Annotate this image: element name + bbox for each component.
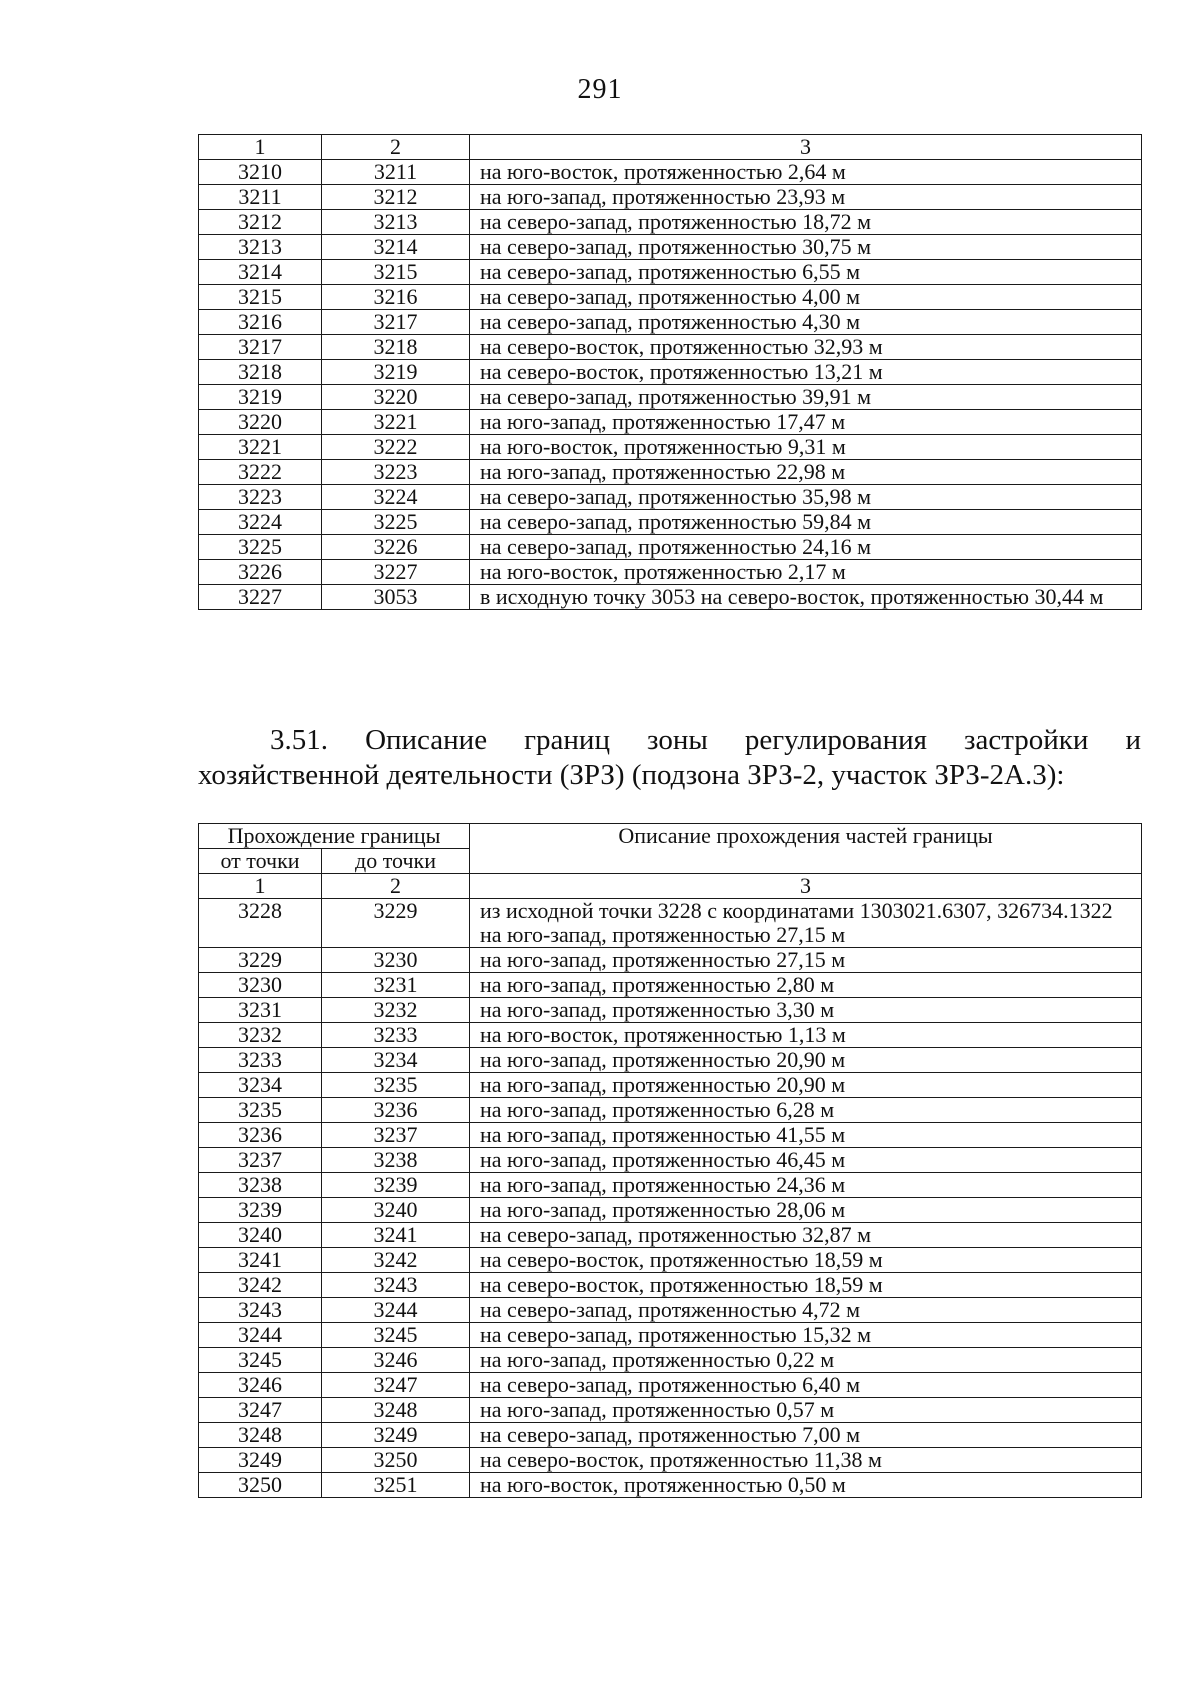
- table-row: [199, 948, 1142, 973]
- from-point-cell: 3215: [199, 285, 322, 310]
- table-row: [199, 1398, 1142, 1423]
- description-cell: на северо-запад, протяженностью 32,87 м: [470, 1223, 1142, 1248]
- table-row: [199, 1098, 1142, 1123]
- to-point-cell: 3224: [322, 485, 470, 510]
- from-point-cell: 3244: [199, 1323, 322, 1348]
- from-point-cell: 3222: [199, 460, 322, 485]
- description-cell: из исходной точки 3228 с координатами 1303021.6307, 326734.1322 на юго-запад, протяженностью 27,15 м: [470, 899, 1142, 948]
- from-point-cell: 3230: [199, 973, 322, 998]
- to-point-cell: 3053: [322, 585, 470, 610]
- table-row: [199, 1423, 1142, 1448]
- to-point-cell: 3230: [322, 948, 470, 973]
- table-row: [199, 1123, 1142, 1148]
- to-point-cell: 3242: [322, 1248, 470, 1273]
- to-point-cell: 3222: [322, 435, 470, 460]
- description-cell: на юго-восток, протяженностью 2,17 м: [470, 560, 1142, 585]
- table-row: [199, 998, 1142, 1023]
- table-row: [199, 1073, 1142, 1098]
- to-point-cell: 3226: [322, 535, 470, 560]
- description-cell: на юго-запад, протяженностью 3,30 м: [470, 998, 1142, 1023]
- from-point-cell: 3233: [199, 1048, 322, 1073]
- table-row: [199, 410, 1142, 435]
- table-row: [199, 1223, 1142, 1248]
- description-cell: на юго-запад, протяженностью 46,45 м: [470, 1148, 1142, 1173]
- from-point-cell: 3212: [199, 210, 322, 235]
- to-point-cell: 3220: [322, 385, 470, 410]
- description-cell: на северо-запад, протяженностью 4,00 м: [470, 285, 1142, 310]
- description-cell: на юго-запад, протяженностью 0,22 м: [470, 1348, 1142, 1373]
- table-row: [199, 210, 1142, 235]
- to-point-cell: 3229: [322, 899, 470, 948]
- to-point-cell: 3251: [322, 1473, 470, 1498]
- table-row: [199, 973, 1142, 998]
- from-point-cell: 3241: [199, 1248, 322, 1273]
- description-cell: на юго-запад, протяженностью 41,55 м: [470, 1123, 1142, 1148]
- table-row: [199, 1248, 1142, 1273]
- boundary-table: [198, 823, 1142, 1498]
- description-cell: на юго-запад, протяженностью 20,90 м: [470, 1073, 1142, 1098]
- description-cell: на северо-запад, протяженностью 15,32 м: [470, 1323, 1142, 1348]
- description-cell: на северо-восток, протяженностью 18,59 м: [470, 1273, 1142, 1298]
- table-row: [199, 460, 1142, 485]
- table-row: [199, 1173, 1142, 1198]
- column-number-2: 2: [322, 874, 470, 899]
- from-point-cell: 3210: [199, 160, 322, 185]
- to-point-cell: 3219: [322, 360, 470, 385]
- table-row: [199, 535, 1142, 560]
- description-cell: на юго-восток, протяженностью 2,64 м: [470, 160, 1142, 185]
- description-cell: на юго-запад, протяженностью 28,06 м: [470, 1198, 1142, 1223]
- description-cell: на северо-запад, протяженностью 59,84 м: [470, 510, 1142, 535]
- description-cell: на юго-запад, протяженностью 17,47 м: [470, 410, 1142, 435]
- from-point-cell: 3232: [199, 1023, 322, 1048]
- description-cell: на северо-запад, протяженностью 4,30 м: [470, 310, 1142, 335]
- from-point-cell: 3234: [199, 1073, 322, 1098]
- description-cell: на северо-восток, протяженностью 11,38 м: [470, 1448, 1142, 1473]
- from-point-cell: 3223: [199, 485, 322, 510]
- table-row: [199, 1323, 1142, 1348]
- section-heading: 3.51. Описание границ зоны регулирования застройки и хозяйственной деятельности (ЗРЗ) (подзона ЗРЗ-2, участок ЗРЗ-2А.3):: [198, 724, 1141, 791]
- from-point-cell: 3218: [199, 360, 322, 385]
- table-row: [199, 335, 1142, 360]
- description-cell: на юго-запад, протяженностью 27,15 м: [470, 948, 1142, 973]
- column-number-1: 1: [199, 874, 322, 899]
- description-cell: на северо-восток, протяженностью 13,21 м: [470, 360, 1142, 385]
- description-cell: на юго-запад, протяженностью 0,57 м: [470, 1398, 1142, 1423]
- to-point-cell: 3246: [322, 1348, 470, 1373]
- from-point-cell: 3231: [199, 998, 322, 1023]
- to-point-cell: 3235: [322, 1073, 470, 1098]
- description-cell: на юго-запад, протяженностью 6,28 м: [470, 1098, 1142, 1123]
- to-point-cell: 3248: [322, 1398, 470, 1423]
- from-point-cell: 3250: [199, 1473, 322, 1498]
- from-point-cell: 3220: [199, 410, 322, 435]
- from-point-cell: 3228: [199, 899, 322, 948]
- to-point-cell: 3236: [322, 1098, 470, 1123]
- to-point-cell: 3243: [322, 1273, 470, 1298]
- from-point-cell: 3224: [199, 510, 322, 535]
- from-point-cell: 3239: [199, 1198, 322, 1223]
- description-cell: в исходную точку 3053 на северо-восток, протяженностью 30,44 м: [470, 585, 1142, 610]
- table-row: [199, 1273, 1142, 1298]
- to-point-cell: 3245: [322, 1323, 470, 1348]
- to-point-cell: 3241: [322, 1223, 470, 1248]
- to-point-cell: 3238: [322, 1148, 470, 1173]
- from-point-cell: 3219: [199, 385, 322, 410]
- to-point-cell: 3214: [322, 235, 470, 260]
- from-point-cell: 3248: [199, 1423, 322, 1448]
- to-point-cell: 3223: [322, 460, 470, 485]
- column-number-row: [199, 135, 1142, 160]
- table-row: [199, 310, 1142, 335]
- table-row: [199, 1148, 1142, 1173]
- boundary-table-continued: [198, 134, 1142, 610]
- from-point-cell: 3214: [199, 260, 322, 285]
- to-point-cell: 3211: [322, 160, 470, 185]
- table-row: [199, 1448, 1142, 1473]
- description-cell: на северо-запад, протяженностью 39,91 м: [470, 385, 1142, 410]
- table-row: [199, 1473, 1142, 1498]
- to-point-cell: 3244: [322, 1298, 470, 1323]
- page-number: 291: [577, 74, 623, 105]
- description-cell: на северо-восток, протяженностью 18,59 м: [470, 1248, 1142, 1273]
- to-point-cell: 3212: [322, 185, 470, 210]
- to-point-cell: 3218: [322, 335, 470, 360]
- table-row: [199, 1048, 1142, 1073]
- table-row: [199, 285, 1142, 310]
- to-point-cell: 3234: [322, 1048, 470, 1073]
- from-point-cell: 3240: [199, 1223, 322, 1248]
- table-row: [199, 360, 1142, 385]
- description-cell: на юго-запад, протяженностью 2,80 м: [470, 973, 1142, 998]
- description-cell: на юго-запад, протяженностью 20,90 м: [470, 1048, 1142, 1073]
- table-row: [199, 385, 1142, 410]
- table-row: [199, 1198, 1142, 1223]
- to-point-cell: 3221: [322, 410, 470, 435]
- from-point-cell: 3246: [199, 1373, 322, 1398]
- description-cell: на северо-запад, протяженностью 7,00 м: [470, 1423, 1142, 1448]
- header-from-point: от точки: [199, 849, 322, 874]
- description-cell: на юго-запад, протяженностью 24,36 м: [470, 1173, 1142, 1198]
- to-point-cell: 3232: [322, 998, 470, 1023]
- from-point-cell: 3211: [199, 185, 322, 210]
- column-number-3: 3: [470, 874, 1142, 899]
- table-row: [199, 1373, 1142, 1398]
- to-point-cell: 3247: [322, 1373, 470, 1398]
- to-point-cell: 3239: [322, 1173, 470, 1198]
- column-number-2: 2: [322, 135, 470, 160]
- from-point-cell: 3216: [199, 310, 322, 335]
- to-point-cell: 3237: [322, 1123, 470, 1148]
- column-number-3: 3: [470, 135, 1142, 160]
- column-number-1: 1: [199, 135, 322, 160]
- from-point-cell: 3217: [199, 335, 322, 360]
- to-point-cell: 3216: [322, 285, 470, 310]
- description-cell: на юго-запад, протяженностью 23,93 м: [470, 185, 1142, 210]
- from-point-cell: 3235: [199, 1098, 322, 1123]
- table-row: [199, 485, 1142, 510]
- table-row: [199, 260, 1142, 285]
- to-point-cell: 3217: [322, 310, 470, 335]
- to-point-cell: 3225: [322, 510, 470, 535]
- description-cell: на юго-восток, протяженностью 1,13 м: [470, 1023, 1142, 1048]
- from-point-cell: 3243: [199, 1298, 322, 1323]
- description-cell: на северо-запад, протяженностью 4,72 м: [470, 1298, 1142, 1323]
- description-cell: на северо-запад, протяженностью 6,40 м: [470, 1373, 1142, 1398]
- description-cell: на юго-запад, протяженностью 22,98 м: [470, 460, 1142, 485]
- description-cell: на северо-запад, протяженностью 24,16 м: [470, 535, 1142, 560]
- to-point-cell: 3249: [322, 1423, 470, 1448]
- to-point-cell: 3231: [322, 973, 470, 998]
- table-row: [199, 185, 1142, 210]
- from-point-cell: 3238: [199, 1173, 322, 1198]
- from-point-cell: 3245: [199, 1348, 322, 1373]
- description-cell: на северо-запад, протяженностью 6,55 м: [470, 260, 1142, 285]
- table-row: [199, 1023, 1142, 1048]
- to-point-cell: 3213: [322, 210, 470, 235]
- table-row: [199, 899, 1142, 948]
- from-point-cell: 3242: [199, 1273, 322, 1298]
- column-number-row: [199, 874, 1142, 899]
- from-point-cell: 3247: [199, 1398, 322, 1423]
- from-point-cell: 3227: [199, 585, 322, 610]
- description-cell: на северо-восток, протяженностью 32,93 м: [470, 335, 1142, 360]
- description-cell: на юго-восток, протяженностью 9,31 м: [470, 435, 1142, 460]
- table-header-row: [199, 824, 1142, 849]
- description-cell: на северо-запад, протяженностью 35,98 м: [470, 485, 1142, 510]
- table-row: [199, 1298, 1142, 1323]
- header-description: Описание прохождения частей границы: [470, 824, 1142, 874]
- to-point-cell: 3233: [322, 1023, 470, 1048]
- table-row: [199, 435, 1142, 460]
- from-point-cell: 3213: [199, 235, 322, 260]
- description-cell: на юго-восток, протяженностью 0,50 м: [470, 1473, 1142, 1498]
- table-row: [199, 235, 1142, 260]
- to-point-cell: 3240: [322, 1198, 470, 1223]
- table-row: [199, 560, 1142, 585]
- table-row: [199, 1348, 1142, 1373]
- from-point-cell: 3221: [199, 435, 322, 460]
- from-point-cell: 3236: [199, 1123, 322, 1148]
- from-point-cell: 3229: [199, 948, 322, 973]
- header-to-point: до точки: [322, 849, 470, 874]
- header-boundary-passage: Прохождение границы: [199, 824, 470, 849]
- from-point-cell: 3226: [199, 560, 322, 585]
- from-point-cell: 3249: [199, 1448, 322, 1473]
- from-point-cell: 3237: [199, 1148, 322, 1173]
- description-cell: на северо-запад, протяженностью 18,72 м: [470, 210, 1142, 235]
- to-point-cell: 3250: [322, 1448, 470, 1473]
- to-point-cell: 3227: [322, 560, 470, 585]
- from-point-cell: 3225: [199, 535, 322, 560]
- table-row: [199, 585, 1142, 610]
- description-cell: на северо-запад, протяженностью 30,75 м: [470, 235, 1142, 260]
- to-point-cell: 3215: [322, 260, 470, 285]
- table-row: [199, 510, 1142, 535]
- table-row: [199, 160, 1142, 185]
